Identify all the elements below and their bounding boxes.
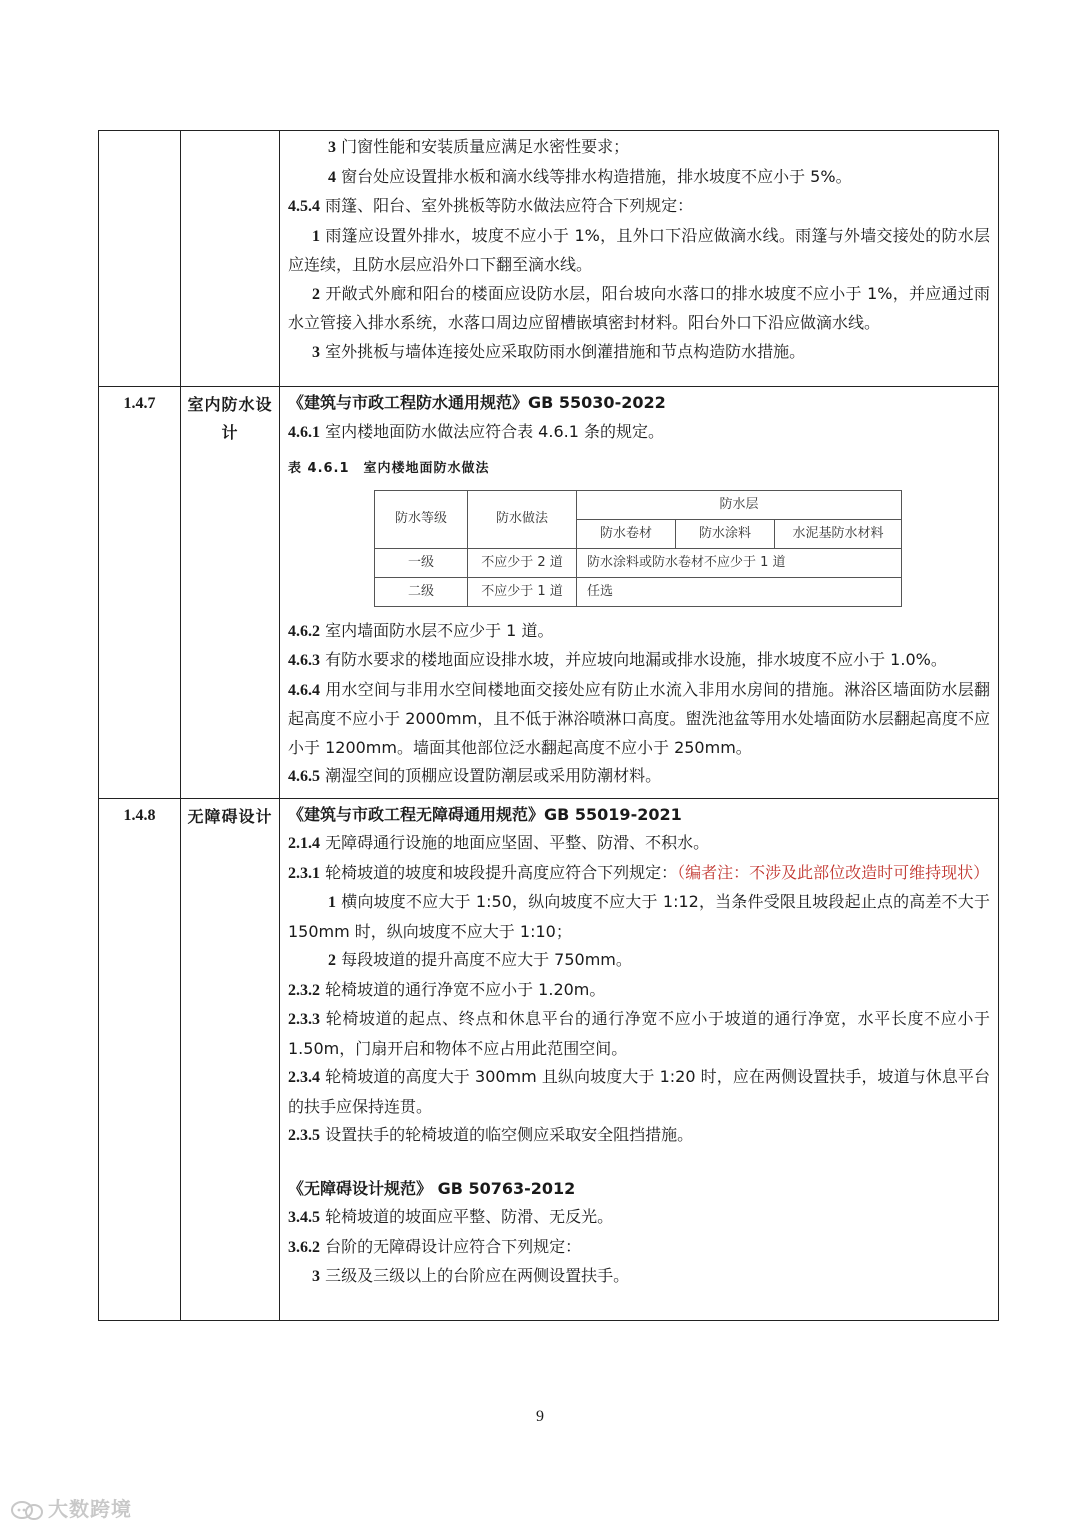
cell-grade: 二级 [375,577,468,606]
table-row [99,131,999,387]
clause-number: 2.1.4 [288,835,320,852]
clause-text: 轮椅坡道的坡度和坡段提升高度应符合下列规定： [325,862,678,882]
row-content-cell [280,131,999,387]
clause-text: 室内楼地面防水做法应符合表 4.6.1 条的规定。 [325,421,664,441]
standard-title: 《无障碍设计规范》 GB 50763-2012 [288,1178,576,1198]
row-number-cell [99,131,181,387]
clause-text: 有防水要求的楼地面应设排水坡，并应坡向地漏或排水设施，排水坡度不应小于 1.0%。 [325,650,947,669]
inner-table-title: 表 4.6.1 室内楼地面防水做法 [288,461,490,476]
clause-text: 台阶的无障碍设计应符合下列规定： [325,1236,582,1256]
clause-number: 4.6.1 [288,423,320,441]
clause-number: 2.3.3 [288,1011,320,1028]
clause-text: 开敞式外廊和阳台的楼面应设防水层，阳台坡向水落口的排水坡度不应小于 1%，并应通过雨水立管接入排水系统，水落口周边应留槽嵌填密封材料。阳台外口下沿应做滴水线。 [288,283,990,332]
clause [288,1233,990,1263]
clause-item: 4 窗台处应设置排水板和滴水线等排水构造措施，排水坡度不应小于 5%。 [328,166,852,186]
header-sub-coating: 防水涂料 [676,519,775,548]
clause-text: 室外挑板与墙体连接处应采取防雨水倒灌措施和节点构造防水措施。 [325,341,806,361]
clause-text: 用水空间与非用水空间楼地面交接处应有防止水流入非用水房间的措施。淋浴区墙面防水层翻起高度不应小于 2000mm，且不低于淋浴喷淋口高度。盥洗池盆等用水处墙面防水层翻起高度不应小于 1200mm。墙面其他部位泛水翻起高度不应小于 250mm。 [288,679,990,757]
clause [288,646,990,676]
clause-number: 2.3.1 [288,864,320,882]
clause [288,418,990,448]
clause-item: 3 门窗性能和安装质量应满足水密性要求； [328,137,630,156]
table-row [99,798,999,1320]
cell-method: 不应少于 1 道 [468,577,577,606]
clause-item: 1 横向坡度不应大于 1:50，纵向坡度不应大于 1:12，当条件受限且坡段起止点的高差不大于 150mm 时，纵向坡度不应大于 1:10； [288,892,990,941]
clause [288,676,990,763]
cell-layer: 任选 [577,577,902,606]
row-category-cell: 室内防水设计 [181,387,280,799]
chat-bubble-icon [10,1500,44,1522]
clause [288,1005,990,1063]
spec-table [98,130,999,1321]
clause-number: 2.3.5 [288,1127,320,1144]
clause-text: 雨篷、阳台、室外挑板等防水做法应符合下列规定： [325,196,694,215]
clause-item: 2 开敞式外廊和阳台的楼面应设防水层，阳台坡向水落口的排水坡度不应小于 1%，并应通过雨水立管接入排水系统，水落口周边应留槽嵌填密封材料。阳台外口下沿应做滴水线。 [288,283,990,332]
header-sub-membrane: 防水卷材 [577,519,676,548]
clause [288,829,990,859]
clause-text: 轮椅坡道的通行净宽不应小于 1.20m。 [325,979,606,999]
clause-number: 3.4.5 [288,1209,320,1226]
clause-text: 门窗性能和安装质量应满足水密性要求； [341,137,630,156]
table-row [375,577,902,606]
clause-number: 3.6.2 [288,1238,320,1256]
clause-item: 3 三级及三级以上的台阶应在两侧设置扶手。 [312,1266,630,1285]
watermark [10,1493,132,1522]
clause [288,762,990,792]
clause-number: 4.6.3 [288,652,320,669]
cell-method: 不应少于 2 道 [468,548,577,577]
clause-text: 轮椅坡道的起点、终点和休息平台的通行净宽不应小于坡道的通行净宽，水平长度不应小于 1.50m，门扇开启和物体不应占用此范围空间。 [288,1009,990,1058]
header-sub-cement: 水泥基防水材料 [775,519,902,548]
cell-grade: 一级 [375,548,468,577]
standard-title: 《建筑与市政工程防水通用规范》GB 55030-2022 [288,393,666,412]
clause [288,1121,990,1151]
clause-number: 4.6.5 [288,768,320,785]
row-content-cell [280,798,999,1320]
table-row [99,387,999,799]
clause-text: 无障碍通行设施的地面应坚固、平整、防滑、不积水。 [325,833,710,852]
row-category-cell [181,131,280,387]
clause [288,859,990,889]
table-row [375,548,902,577]
header-grade: 防水等级 [375,490,468,548]
clause-text: 横向坡度不应大于 1:50，纵向坡度不应大于 1:12，当条件受限且坡段起止点的高差不大于 150mm 时，纵向坡度不应大于 1:10； [288,892,990,941]
cell-layer: 防水涂料或防水卷材不应少于 1 道 [577,548,902,577]
clause [288,617,990,647]
row-number-cell: 1.4.7 [99,387,181,799]
clause [288,192,990,222]
clause-text: 每段坡道的提升高度不应大于 750mm。 [341,950,632,969]
standard-title: 《建筑与市政工程无障碍通用规范》GB 55019-2021 [288,804,682,824]
clause-text: 轮椅坡道的高度大于 300mm 且纵向坡度大于 1:20 时，应在两侧设置扶手，坡道与休息平台的扶手应保持连贯。 [288,1067,990,1116]
clause-item: 1 雨篷应设置外排水，坡度不应小于 1%，且外口下沿应做滴水线。雨篷与外墙交接处的防水层应连续，且防水层应沿外口下翻至滴水线。 [288,225,990,274]
row-category-cell: 无障碍设计 [181,798,280,1320]
row-number-cell: 1.4.8 [99,798,181,1320]
clause-item: 3 室外挑板与墙体连接处应采取防雨水倒灌措施和节点构造防水措施。 [312,341,806,361]
clause-number: 2.3.2 [288,981,320,999]
clause-number: 4.5.4 [288,198,320,215]
clause-text: 窗台处应设置排水板和滴水线等排水构造措施，排水坡度不应小于 5%。 [341,166,852,186]
page-number: 9 [536,1408,544,1425]
editor-note: （编者注：不涉及此部位改造时可维持现状） [677,862,990,882]
clause [288,1203,990,1233]
clause-text: 轮椅坡道的坡面应平整、防滑、无反光。 [325,1207,614,1226]
clause [288,976,990,1006]
clause-text: 三级及三级以上的台阶应在两侧设置扶手。 [325,1266,630,1285]
clause-number: 4.6.2 [288,622,320,640]
clause-number: 4.6.4 [288,681,320,699]
spacer [288,1151,990,1175]
clause-text: 潮湿空间的顶棚应设置防潮层或采用防潮材料。 [325,766,662,785]
clause-item: 2 每段坡道的提升高度不应大于 750mm。 [328,950,632,969]
header-method: 防水做法 [468,490,577,548]
clause [288,1063,990,1121]
clause-text: 雨篷应设置外排水，坡度不应小于 1%，且外口下沿应做滴水线。雨篷与外墙交接处的防水层应连续，且防水层应沿外口下翻至滴水线。 [288,225,990,274]
clause-number: 2.3.4 [288,1069,320,1086]
header-layer: 防水层 [577,490,902,519]
clause-text: 室内墙面防水层不应少于 1 道。 [325,620,554,640]
clause-text: 设置扶手的轮椅坡道的临空侧应采取安全阻挡措施。 [325,1125,694,1144]
waterproof-table [374,490,902,607]
row-content-cell [280,387,999,799]
watermark-text: 大数跨境 [48,1497,132,1521]
